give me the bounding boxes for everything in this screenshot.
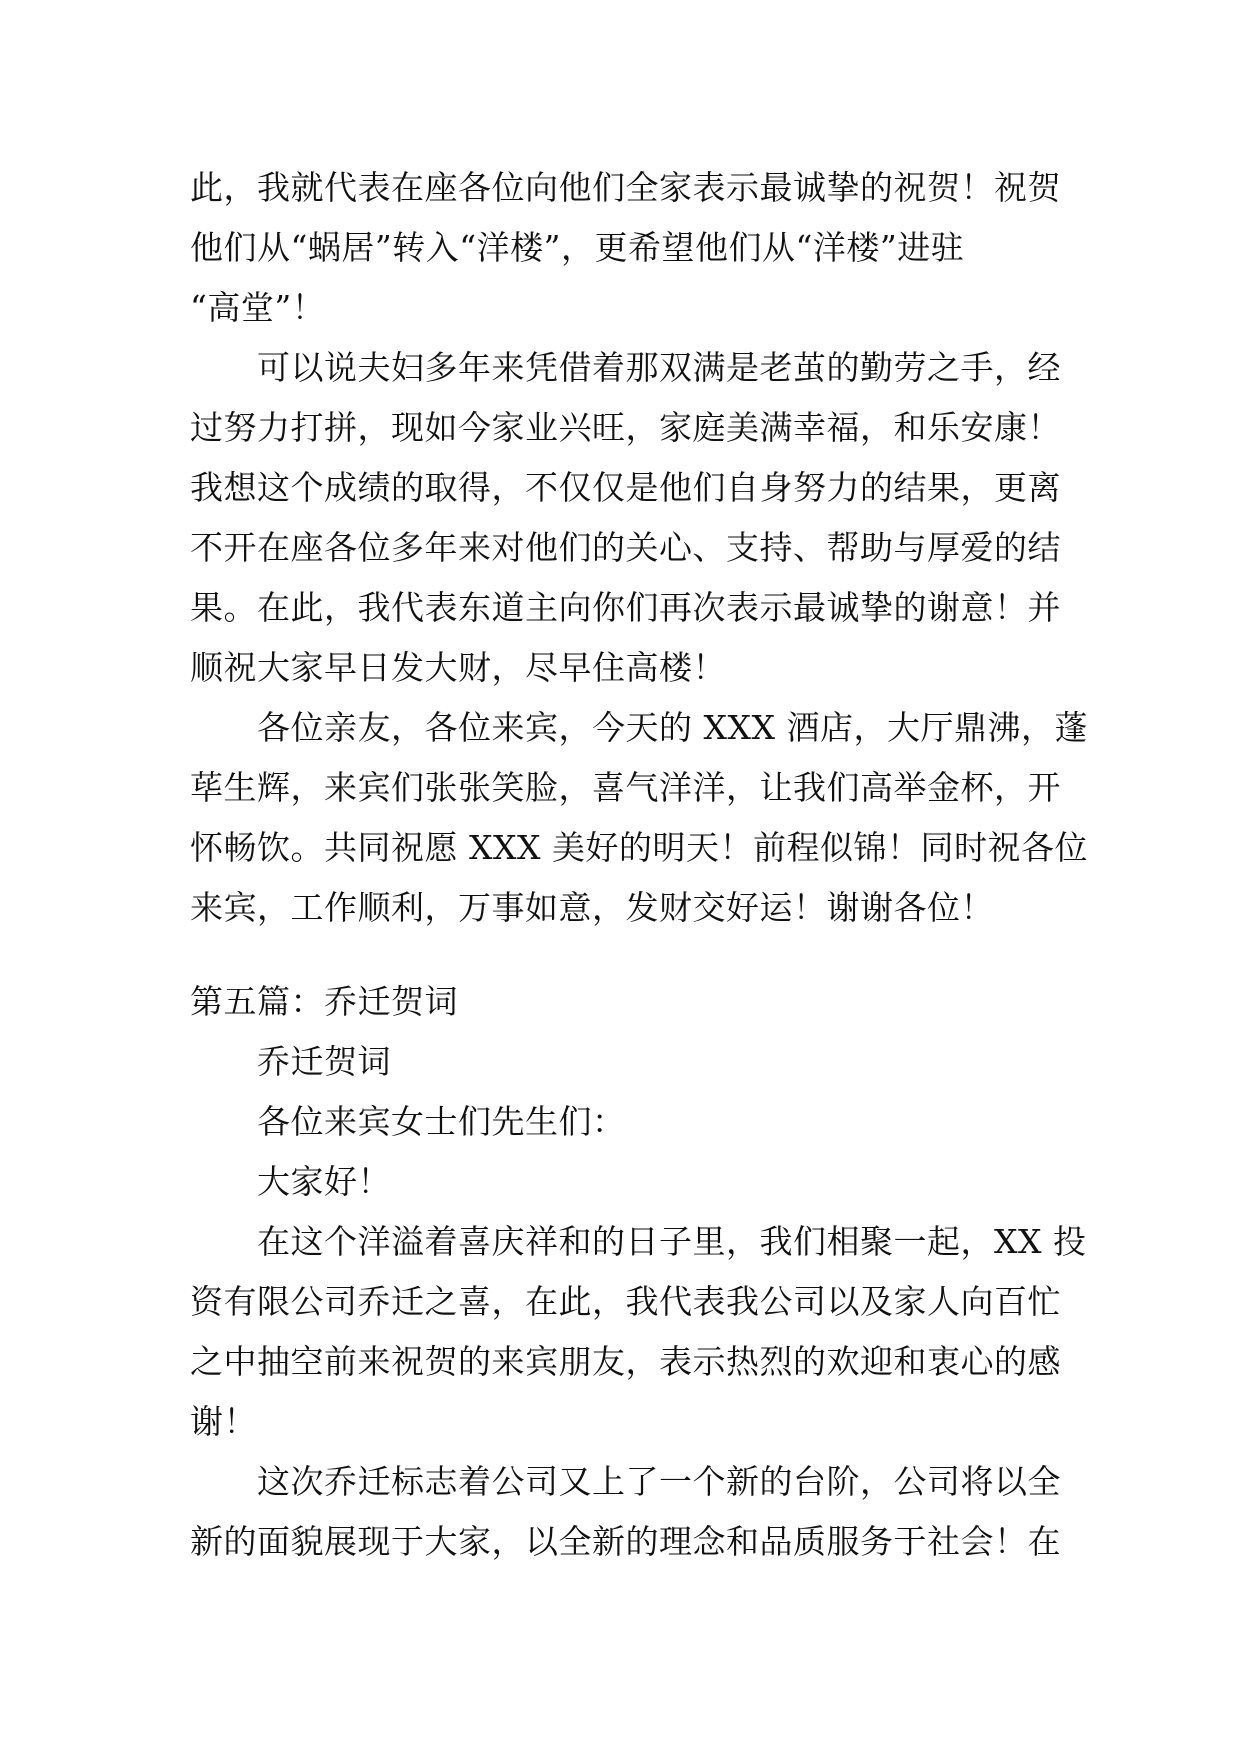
text-line: 不开在座各位多年来对他们的关心、支持、帮助与厚爱的结 bbox=[190, 528, 1061, 567]
paragraph-start-line: 各位亲友，各位来宾，今天的 XXX 酒店，大厅鼎沸，蓬 bbox=[257, 708, 1088, 747]
text-line: 过努力打拼，现如今家业兴旺，家庭美满幸福，和乐安康！ bbox=[190, 408, 1061, 447]
paragraph-start-line: 这次乔迁标志着公司又上了一个新的台阶，公司将以全 bbox=[257, 1462, 1061, 1501]
salutation: 各位来宾女士们先生们： bbox=[257, 1102, 626, 1141]
greeting: 大家好！ bbox=[257, 1162, 391, 1201]
text-line: “高堂”！ bbox=[190, 288, 326, 327]
text-line: 他们从“蜗居”转入“洋楼”，更希望他们从“洋楼”进驻 bbox=[190, 228, 965, 267]
text-line: 之中抽空前来祝贺的来宾朋友，表示热烈的欢迎和衷心的感 bbox=[190, 1342, 1061, 1381]
text-line: 果。在此，我代表东道主向你们再次表示最诚挚的谢意！并 bbox=[190, 588, 1061, 627]
text-line: 资有限公司乔迁之喜，在此，我代表我公司以及家人向百忙 bbox=[190, 1282, 1061, 1321]
text-line: 谢！ bbox=[190, 1402, 257, 1441]
text-line: 新的面貌展现于大家，以全新的理念和品质服务于社会！在 bbox=[190, 1522, 1061, 1561]
section-heading: 第五篇：乔迁贺词 bbox=[190, 982, 458, 1021]
text-line: 我想这个成绩的取得，不仅仅是他们自身努力的结果，更离 bbox=[190, 468, 1061, 507]
text-line: 荜生辉，来宾们张张笑脸，喜气洋洋，让我们高举金杯，开 bbox=[190, 768, 1061, 807]
text-line: 来宾，工作顺利，万事如意，发财交好运！谢谢各位！ bbox=[190, 888, 994, 927]
text-line: 此，我就代表在座各位向他们全家表示最诚挚的祝贺！祝贺 bbox=[190, 168, 1061, 207]
text-line: 怀畅饮。共同祝愿 XXX 美好的明天！前程似锦！同时祝各位 bbox=[190, 828, 1088, 867]
paragraph-start-line: 在这个洋溢着喜庆祥和的日子里，我们相聚一起，XX 投 bbox=[257, 1222, 1087, 1261]
text-line: 顺祝大家早日发大财，尽早住高楼！ bbox=[190, 648, 726, 687]
article-title: 乔迁贺词 bbox=[257, 1042, 391, 1081]
paragraph-start-line: 可以说夫妇多年来凭借着那双满是老茧的勤劳之手，经 bbox=[257, 348, 1061, 387]
